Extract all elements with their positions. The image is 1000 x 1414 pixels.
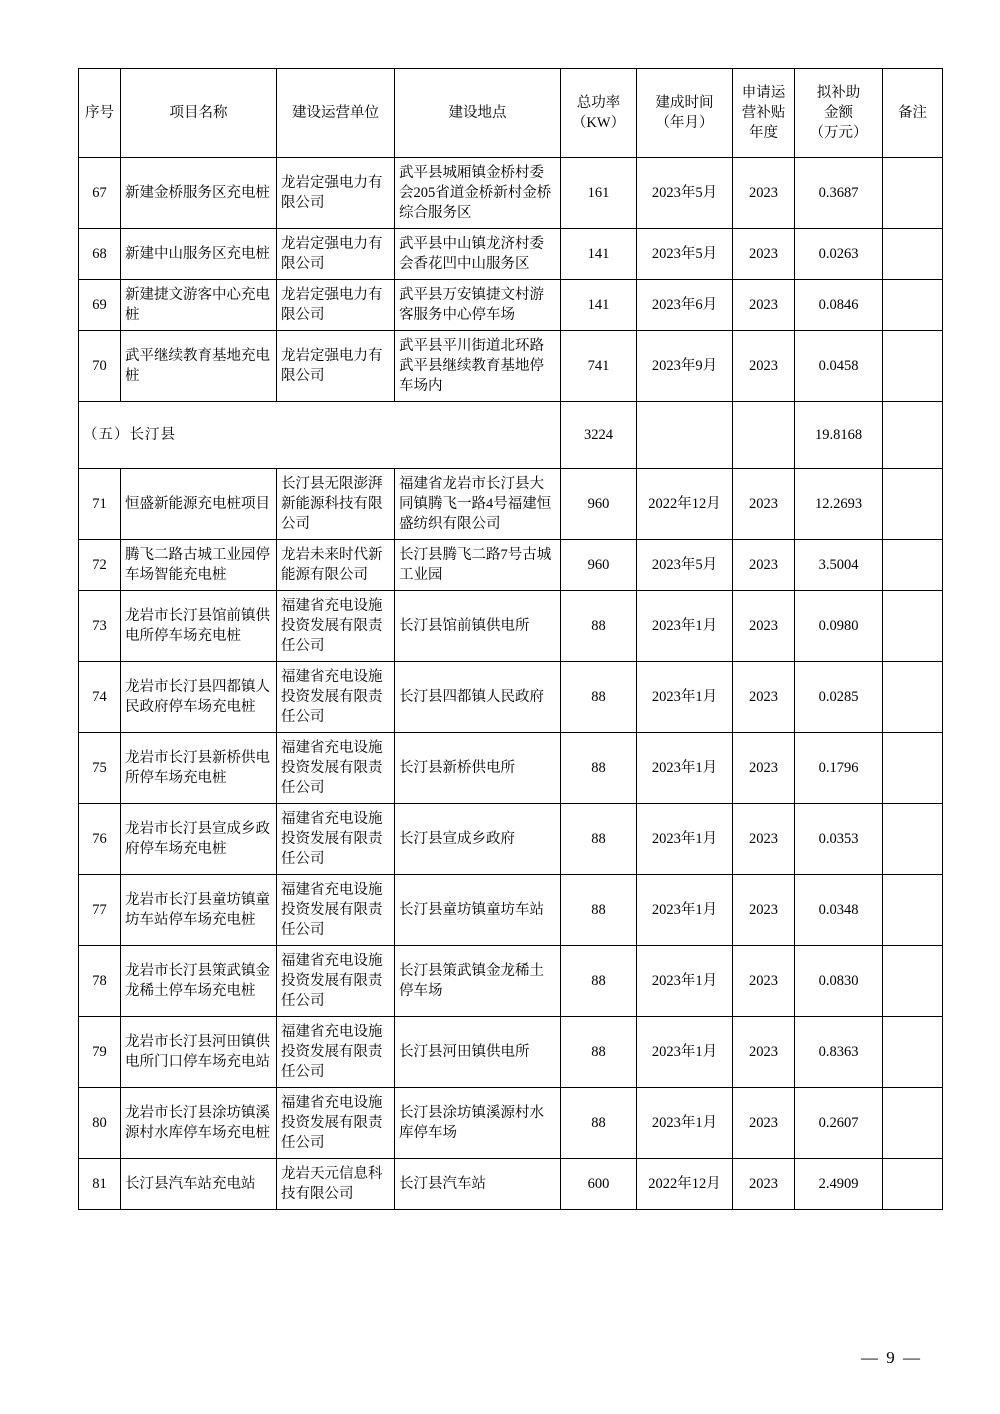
cell-unit: 龙岩天元信息科技有限公司 xyxy=(277,1159,395,1210)
section-total-amount: 19.8168 xyxy=(795,402,883,469)
header-build-date-line2: （年月） xyxy=(655,115,714,131)
cell-build-date: 2023年1月 xyxy=(637,733,733,804)
table-row xyxy=(79,591,943,662)
cell-apply-year: 2023 xyxy=(733,158,795,229)
cell-location: 武平县万安镇捷文村游客服务中心停车场 xyxy=(395,280,561,331)
cell-power: 960 xyxy=(561,469,637,540)
cell-unit: 福建省充电设施投资发展有限责任公司 xyxy=(277,733,395,804)
cell-amount: 0.0980 xyxy=(795,591,883,662)
cell-power: 88 xyxy=(561,733,637,804)
table-row xyxy=(79,280,943,331)
cell-apply-year: 2023 xyxy=(733,331,795,402)
table-header xyxy=(79,69,943,158)
cell-power: 161 xyxy=(561,158,637,229)
header-build-date xyxy=(637,69,733,158)
cell-build-date: 2023年1月 xyxy=(637,946,733,1017)
cell-apply-year: 2023 xyxy=(733,591,795,662)
cell-build-date: 2023年1月 xyxy=(637,662,733,733)
table-row xyxy=(79,875,943,946)
cell-apply-year: 2023 xyxy=(733,946,795,1017)
cell-amount: 0.3687 xyxy=(795,158,883,229)
cell-index: 74 xyxy=(79,662,121,733)
cell-apply-year: 2023 xyxy=(733,469,795,540)
cell-project-name: 龙岩市长汀县四都镇人民政府停车场充电桩 xyxy=(121,662,277,733)
table-row xyxy=(79,1017,943,1088)
cell-note xyxy=(883,946,943,1017)
table-row xyxy=(79,804,943,875)
cell-apply-year: 2023 xyxy=(733,1088,795,1159)
cell-build-date: 2023年1月 xyxy=(637,804,733,875)
cell-location: 长汀县新桥供电所 xyxy=(395,733,561,804)
cell-build-date: 2023年1月 xyxy=(637,591,733,662)
cell-apply-year: 2023 xyxy=(733,280,795,331)
table-row xyxy=(79,1088,943,1159)
cell-build-date: 2023年1月 xyxy=(637,1017,733,1088)
header-note: 备注 xyxy=(883,69,943,158)
header-power-line1: 总功率 xyxy=(576,95,621,111)
header-location: 建设地点 xyxy=(395,69,561,158)
cell-note xyxy=(883,1159,943,1210)
cell-index: 77 xyxy=(79,875,121,946)
header-project-name: 项目名称 xyxy=(121,69,277,158)
cell-location: 福建省龙岩市长汀县大同镇腾飞一路4号福建恒盛纺织有限公司 xyxy=(395,469,561,540)
cell-project-name: 新建金桥服务区充电桩 xyxy=(121,158,277,229)
cell-amount: 0.0263 xyxy=(795,229,883,280)
cell-note xyxy=(883,540,943,591)
cell-location: 长汀县汽车站 xyxy=(395,1159,561,1210)
cell-unit: 福建省充电设施投资发展有限责任公司 xyxy=(277,804,395,875)
cell-unit: 龙岩定强电力有限公司 xyxy=(277,158,395,229)
cell-index: 71 xyxy=(79,469,121,540)
page-footer xyxy=(0,1348,922,1368)
cell-unit: 福建省充电设施投资发展有限责任公司 xyxy=(277,1017,395,1088)
cell-unit: 福建省充电设施投资发展有限责任公司 xyxy=(277,591,395,662)
table-row xyxy=(79,1159,943,1210)
cell-note xyxy=(883,875,943,946)
section-title: （五）长汀县 xyxy=(79,402,561,469)
cell-note xyxy=(883,804,943,875)
cell-unit: 龙岩定强电力有限公司 xyxy=(277,331,395,402)
header-build-date-line1: 建成时间 xyxy=(655,95,714,111)
cell-project-name: 新建捷文游客中心充电桩 xyxy=(121,280,277,331)
cell-unit: 龙岩未来时代新能源有限公司 xyxy=(277,540,395,591)
cell-build-date: 2023年6月 xyxy=(637,280,733,331)
cell-index: 76 xyxy=(79,804,121,875)
table-row xyxy=(79,469,943,540)
header-apply-year-line1: 申请运 xyxy=(741,85,786,101)
cell-location: 长汀县四都镇人民政府 xyxy=(395,662,561,733)
cell-power: 88 xyxy=(561,662,637,733)
cell-note xyxy=(883,229,943,280)
cell-apply-year: 2023 xyxy=(733,733,795,804)
table-row xyxy=(79,229,943,280)
cell-project-name: 龙岩市长汀县涂坊镇溪源村水库停车场充电桩 xyxy=(121,1088,277,1159)
cell-location: 长汀县涂坊镇溪源村水库停车场 xyxy=(395,1088,561,1159)
cell-build-date: 2023年5月 xyxy=(637,158,733,229)
cell-location: 长汀县馆前镇供电所 xyxy=(395,591,561,662)
section-build-date xyxy=(637,402,733,469)
table-section-row xyxy=(79,402,943,469)
cell-note xyxy=(883,158,943,229)
cell-power: 141 xyxy=(561,280,637,331)
cell-location: 长汀县童坊镇童坊车站 xyxy=(395,875,561,946)
page-number: — 9 — xyxy=(861,1348,922,1367)
cell-amount: 0.0846 xyxy=(795,280,883,331)
header-amount xyxy=(795,69,883,158)
table-row xyxy=(79,946,943,1017)
table-row xyxy=(79,662,943,733)
cell-unit: 龙岩定强电力有限公司 xyxy=(277,229,395,280)
cell-power: 88 xyxy=(561,1088,637,1159)
cell-power: 600 xyxy=(561,1159,637,1210)
cell-unit: 福建省充电设施投资发展有限责任公司 xyxy=(277,1088,395,1159)
cell-location: 长汀县腾飞二路7号古城工业园 xyxy=(395,540,561,591)
cell-unit: 长汀县无限澎湃新能源科技有限公司 xyxy=(277,469,395,540)
table-row xyxy=(79,331,943,402)
cell-build-date: 2022年12月 xyxy=(637,1159,733,1210)
cell-project-name: 龙岩市长汀县宣成乡政府停车场充电桩 xyxy=(121,804,277,875)
cell-amount: 0.1796 xyxy=(795,733,883,804)
cell-note xyxy=(883,733,943,804)
cell-location: 长汀县策武镇金龙稀土停车场 xyxy=(395,946,561,1017)
header-index: 序号 xyxy=(79,69,121,158)
table-row xyxy=(79,540,943,591)
header-power-line2: （KW） xyxy=(571,115,626,131)
cell-note xyxy=(883,662,943,733)
cell-project-name: 龙岩市长汀县策武镇金龙稀土停车场充电桩 xyxy=(121,946,277,1017)
header-apply-year-line3: 年度 xyxy=(749,125,778,141)
cell-amount: 12.2693 xyxy=(795,469,883,540)
cell-power: 741 xyxy=(561,331,637,402)
section-note xyxy=(883,402,943,469)
header-amount-line2: 金额 xyxy=(824,105,853,121)
cell-location: 长汀县宣成乡政府 xyxy=(395,804,561,875)
cell-apply-year: 2023 xyxy=(733,1159,795,1210)
cell-location: 武平县平川街道北环路武平县继续教育基地停车场内 xyxy=(395,331,561,402)
cell-amount: 3.5004 xyxy=(795,540,883,591)
cell-build-date: 2023年1月 xyxy=(637,875,733,946)
table-header-row xyxy=(79,69,943,158)
cell-index: 69 xyxy=(79,280,121,331)
cell-index: 78 xyxy=(79,946,121,1017)
cell-index: 68 xyxy=(79,229,121,280)
cell-note xyxy=(883,469,943,540)
cell-build-date: 2023年1月 xyxy=(637,1088,733,1159)
cell-index: 73 xyxy=(79,591,121,662)
cell-amount: 0.0830 xyxy=(795,946,883,1017)
cell-location: 武平县城厢镇金桥村委会205省道金桥新村金桥综合服务区 xyxy=(395,158,561,229)
cell-project-name: 龙岩市长汀县童坊镇童坊车站停车场充电桩 xyxy=(121,875,277,946)
cell-apply-year: 2023 xyxy=(733,662,795,733)
cell-amount: 0.2607 xyxy=(795,1088,883,1159)
cell-project-name: 恒盛新能源充电桩项目 xyxy=(121,469,277,540)
cell-index: 72 xyxy=(79,540,121,591)
header-amount-line1: 拟补助 xyxy=(816,85,861,101)
cell-amount: 2.4909 xyxy=(795,1159,883,1210)
cell-amount: 0.8363 xyxy=(795,1017,883,1088)
section-apply-year xyxy=(733,402,795,469)
cell-amount: 0.0353 xyxy=(795,804,883,875)
table-row xyxy=(79,733,943,804)
cell-unit: 龙岩定强电力有限公司 xyxy=(277,280,395,331)
cell-location: 长汀县河田镇供电所 xyxy=(395,1017,561,1088)
cell-amount: 0.0348 xyxy=(795,875,883,946)
cell-apply-year: 2023 xyxy=(733,229,795,280)
header-power xyxy=(561,69,637,158)
cell-apply-year: 2023 xyxy=(733,540,795,591)
header-apply-year-line2: 营补贴 xyxy=(741,105,786,121)
cell-apply-year: 2023 xyxy=(733,804,795,875)
cell-project-name: 龙岩市长汀县新桥供电所停车场充电桩 xyxy=(121,733,277,804)
cell-note xyxy=(883,1017,943,1088)
header-amount-line3: （万元） xyxy=(809,125,868,141)
cell-index: 80 xyxy=(79,1088,121,1159)
cell-index: 67 xyxy=(79,158,121,229)
cell-note xyxy=(883,280,943,331)
cell-power: 88 xyxy=(561,946,637,1017)
cell-power: 88 xyxy=(561,1017,637,1088)
cell-power: 141 xyxy=(561,229,637,280)
table-body xyxy=(79,158,943,1210)
cell-location: 武平县中山镇龙济村委会香花凹中山服务区 xyxy=(395,229,561,280)
cell-note xyxy=(883,591,943,662)
cell-project-name: 龙岩市长汀县河田镇供电所门口停车场充电站 xyxy=(121,1017,277,1088)
section-total-power: 3224 xyxy=(561,402,637,469)
cell-note xyxy=(883,1088,943,1159)
cell-unit: 福建省充电设施投资发展有限责任公司 xyxy=(277,662,395,733)
cell-index: 70 xyxy=(79,331,121,402)
cell-project-name: 腾飞二路古城工业园停车场智能充电桩 xyxy=(121,540,277,591)
cell-amount: 0.0458 xyxy=(795,331,883,402)
header-apply-year xyxy=(733,69,795,158)
cell-project-name: 龙岩市长汀县馆前镇供电所停车场充电桩 xyxy=(121,591,277,662)
cell-build-date: 2023年9月 xyxy=(637,331,733,402)
cell-apply-year: 2023 xyxy=(733,1017,795,1088)
cell-power: 88 xyxy=(561,591,637,662)
cell-power: 88 xyxy=(561,875,637,946)
cell-power: 88 xyxy=(561,804,637,875)
table-row xyxy=(79,158,943,229)
cell-note xyxy=(883,331,943,402)
subsidy-table xyxy=(78,68,943,1210)
cell-index: 79 xyxy=(79,1017,121,1088)
cell-amount: 0.0285 xyxy=(795,662,883,733)
cell-unit: 福建省充电设施投资发展有限责任公司 xyxy=(277,875,395,946)
cell-index: 81 xyxy=(79,1159,121,1210)
cell-project-name: 武平继续教育基地充电桩 xyxy=(121,331,277,402)
cell-project-name: 长汀县汽车站充电站 xyxy=(121,1159,277,1210)
cell-build-date: 2023年5月 xyxy=(637,540,733,591)
cell-index: 75 xyxy=(79,733,121,804)
cell-unit: 福建省充电设施投资发展有限责任公司 xyxy=(277,946,395,1017)
cell-power: 960 xyxy=(561,540,637,591)
cell-build-date: 2023年5月 xyxy=(637,229,733,280)
cell-project-name: 新建中山服务区充电桩 xyxy=(121,229,277,280)
header-unit: 建设运营单位 xyxy=(277,69,395,158)
cell-apply-year: 2023 xyxy=(733,875,795,946)
cell-build-date: 2022年12月 xyxy=(637,469,733,540)
